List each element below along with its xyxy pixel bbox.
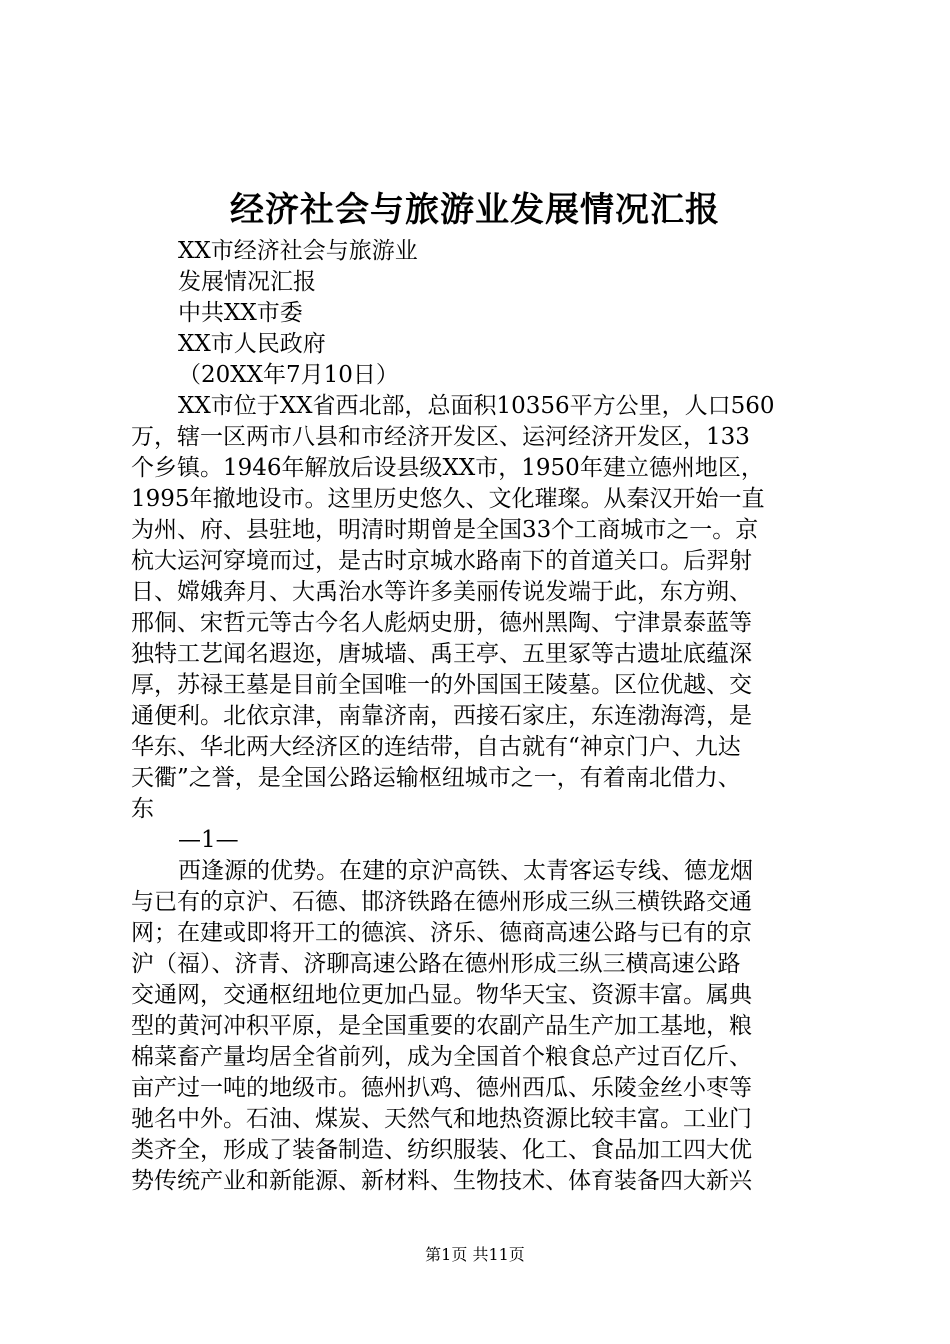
subtitle-line: XX市经济社会与旅游业 bbox=[178, 238, 418, 264]
paragraph-line: 驰名中外。石油、煤炭、天然气和地热资源比较丰富。工业门 bbox=[131, 1106, 752, 1132]
paragraph-line: 日、嫦娥奔月、大禹治水等许多美丽传说发端于此，东方朔、 bbox=[131, 579, 752, 605]
issuer-line: 中共XX市委 bbox=[178, 300, 303, 326]
issuer-line: XX市人民政府 bbox=[178, 331, 326, 357]
page-marker: —1— bbox=[178, 827, 239, 853]
paragraph-line: 型的黄河冲积平原，是全国重要的农副产品生产加工基地，粮 bbox=[131, 1013, 752, 1039]
paragraph-line: 万，辖一区两市八县和市经济开发区、运河经济开发区，133 bbox=[131, 424, 750, 450]
paragraph-line: 独特工艺闻名遐迩，唐城墙、禹王亭、五里冢等古遗址底蕴深 bbox=[131, 641, 752, 667]
paragraph-line: 亩产过一吨的地级市。德州扒鸡、德州西瓜、乐陵金丝小枣等 bbox=[131, 1075, 752, 1101]
paragraph-line: 1995年撤地设市。这里历史悠久、文化璀璨。从秦汉开始一直 bbox=[131, 486, 765, 512]
paragraph-line: 个乡镇。1946年解放后设县级XX市，1950年建立德州地区， bbox=[131, 455, 764, 481]
paragraph-line: 势传统产业和新能源、新材料、生物技术、体育装备四大新兴 bbox=[131, 1168, 752, 1194]
paragraph-line: 网；在建或即将开工的德滨、济乐、德商高速公路与已有的京 bbox=[131, 920, 752, 946]
paragraph-line: 邢侗、宋哲元等古今名人彪炳史册，德州黑陶、宁津景泰蓝等 bbox=[131, 610, 752, 636]
paragraph-line: 类齐全，形成了装备制造、纺织服装、化工、食品加工四大优 bbox=[131, 1137, 752, 1163]
paragraph-line: 棉菜畜产量均居全省前列，成为全国首个粮食总产过百亿斤、 bbox=[131, 1044, 752, 1070]
subtitle-line: 发展情况汇报 bbox=[178, 269, 316, 295]
paragraph-line: 华东、华北两大经济区的连结带，自古就有“神京门户、九达 bbox=[131, 734, 741, 760]
date-line: （20XX年7月10日） bbox=[178, 362, 399, 388]
paragraph-line: 东 bbox=[131, 796, 154, 822]
paragraph-line: 杭大运河穿境而过，是古时京城水路南下的首道关口。后羿射 bbox=[131, 548, 752, 574]
paragraph-line: 天衢”之誉，是全国公路运输枢纽城市之一，有着南北借力、 bbox=[131, 765, 741, 791]
paragraph-line: XX市位于XX省西北部，总面积10356平方公里，人口560 bbox=[178, 393, 775, 419]
document-title: 经济社会与旅游业发展情况汇报 bbox=[230, 190, 720, 230]
paragraph-line: 与已有的京沪、石德、邯济铁路在德州形成三纵三横铁路交通 bbox=[131, 889, 752, 915]
paragraph-line: 沪（福）、济青、济聊高速公路在德州形成三纵三横高速公路 bbox=[131, 951, 741, 977]
paragraph-line: 为州、府、县驻地，明清时期曾是全国33个工商城市之一。京 bbox=[131, 517, 759, 543]
paragraph-line: 交通网，交通枢纽地位更加凸显。物华天宝、资源丰富。属典 bbox=[131, 982, 752, 1008]
paragraph-line: 西逢源的优势。在建的京沪高铁、太青客运专线、德龙烟 bbox=[178, 858, 753, 884]
page-footer: 第1页 共11页 bbox=[425, 1245, 525, 1264]
document-body bbox=[131, 236, 831, 1197]
paragraph-line: 厚，苏禄王墓是目前全国唯一的外国国王陵墓。区位优越、交 bbox=[131, 672, 752, 698]
paragraph-line: 通便利。北依京津，南靠济南，西接石家庄，东连渤海湾，是 bbox=[131, 703, 752, 729]
